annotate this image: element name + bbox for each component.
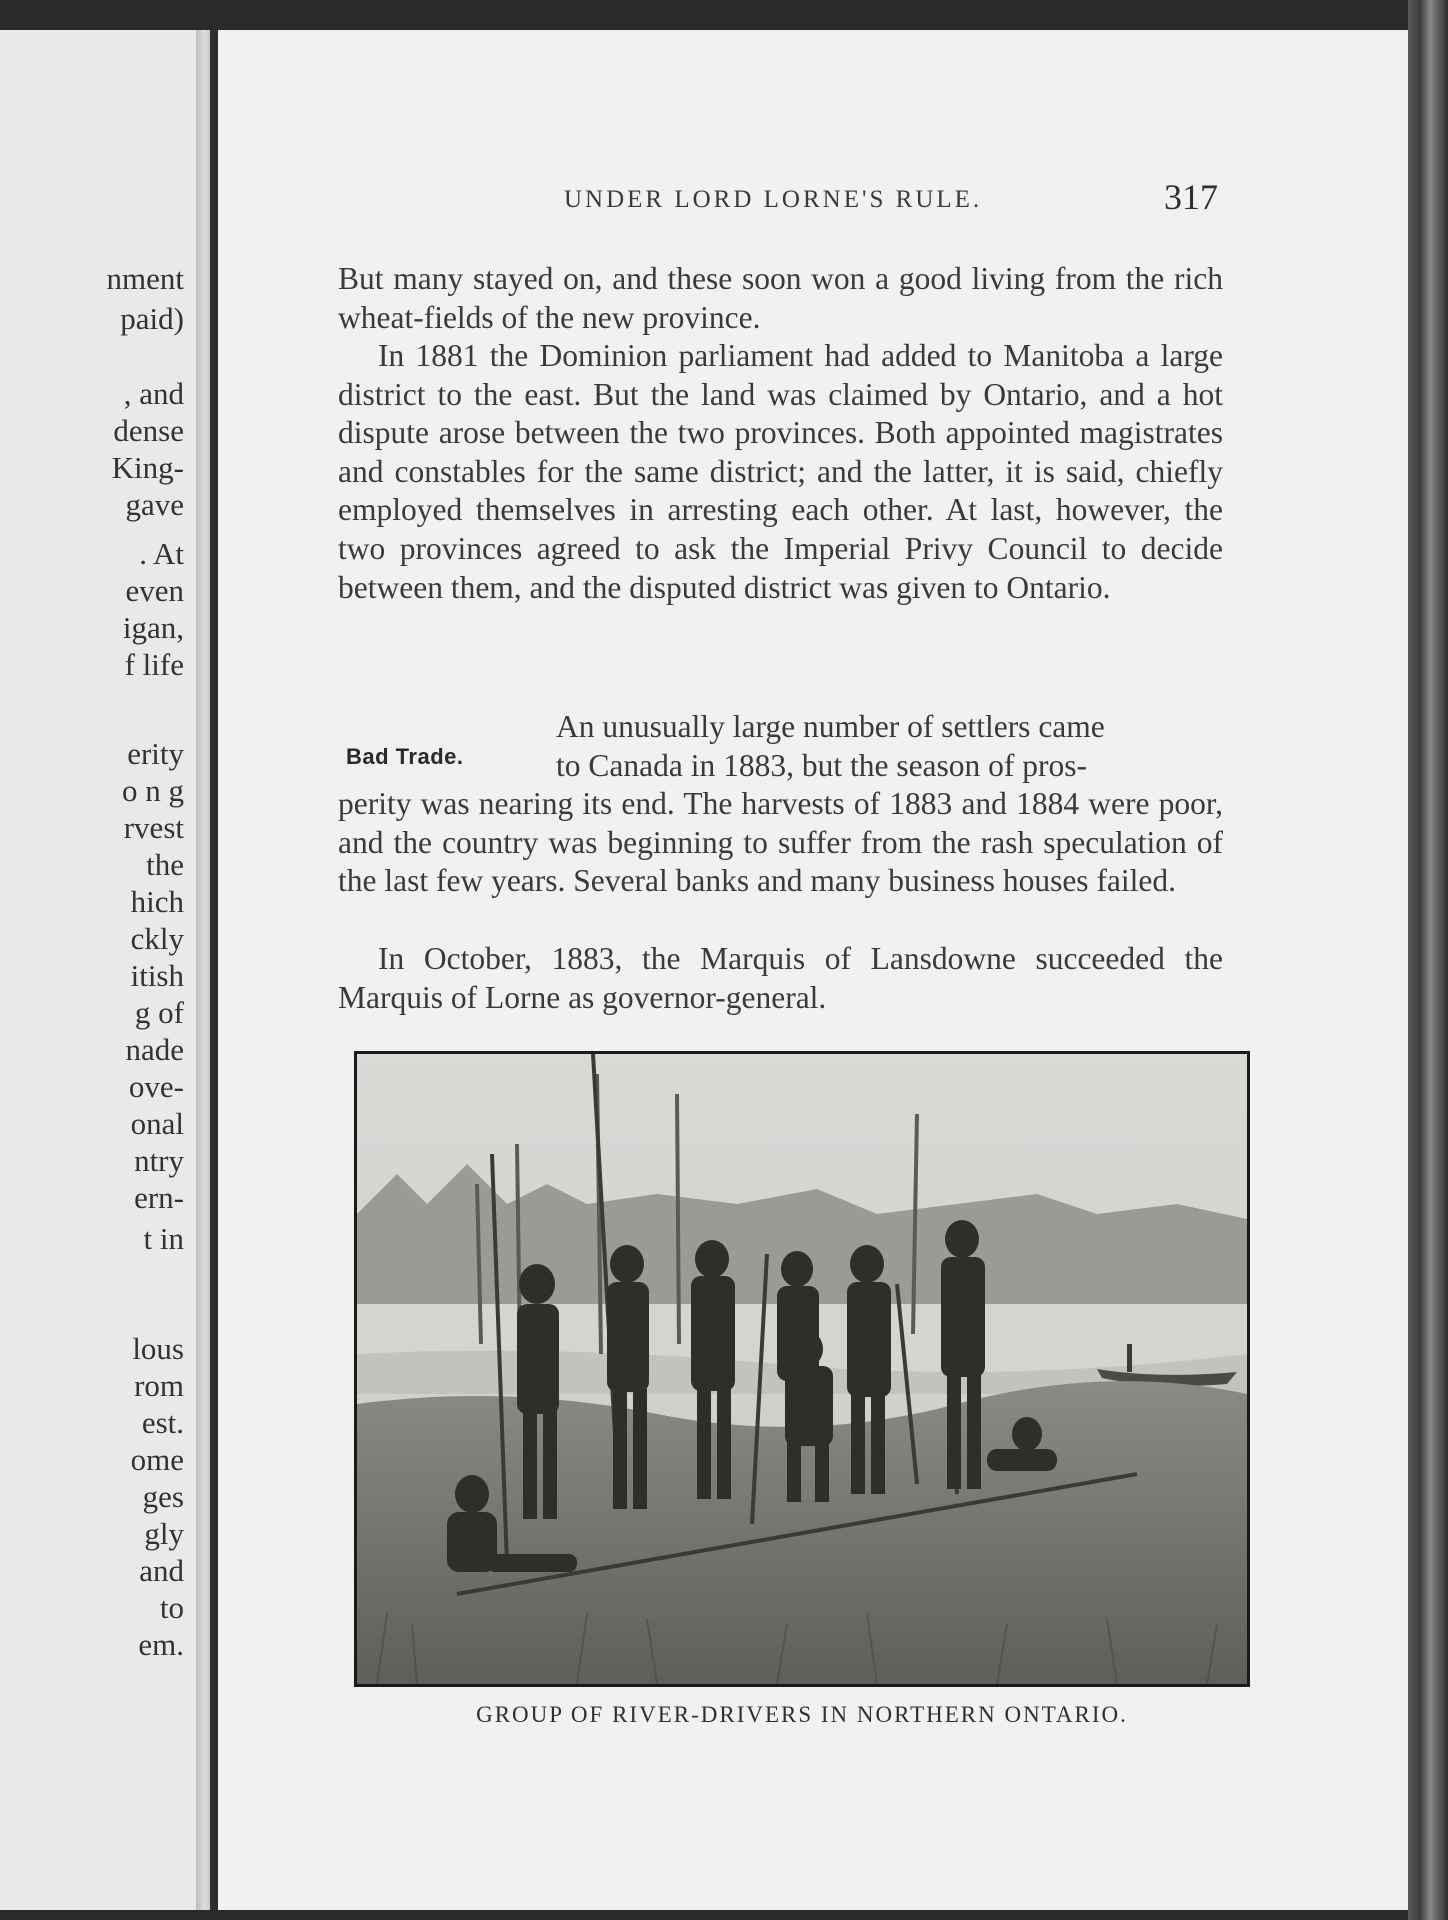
left-page-fragment: gave	[125, 487, 184, 522]
left-page-fragment: the	[146, 847, 184, 882]
left-page-fragment: erity	[127, 736, 184, 771]
left-page-fragment: ckly	[130, 921, 184, 956]
left-page-fragment: g of	[134, 995, 184, 1030]
left-page-fragment: dense	[113, 413, 184, 448]
left-page-fragment: paid)	[120, 301, 184, 336]
left-page-fragment: onal	[130, 1106, 184, 1141]
paragraph-2: In 1881 the Dominion parliament had added to Manitoba a large district to the east. But the land was claimed by Ontario, and a hot dispute arose between the two provinces. Both appointed magistrates and constables for the same district; and the latter, it is said, chiefly employed themselves in arresting each other. At last, however, the two provinces agreed to ask the Imperial Privy Council to decide between them, and the disputed district was given to Ontario.	[338, 338, 1223, 605]
left-page-fragment: rom	[134, 1368, 184, 1403]
paragraph-4: In October, 1883, the Marquis of Lansdowne succeeded the Marquis of Lorne as governor-general.	[338, 941, 1223, 1015]
left-page-fragment: ern-	[134, 1180, 184, 1215]
left-page-fragment: and	[139, 1553, 184, 1588]
left-page	[0, 30, 198, 1910]
paragraph-1: But many stayed on, and these soon won a good living from the rich wheat-fields of the new province.	[338, 261, 1223, 335]
left-page-fragment: ove-	[128, 1069, 184, 1104]
left-page-fragment: ntry	[134, 1143, 184, 1178]
left-page-fragment: igan,	[122, 610, 184, 645]
left-page-fragment: em.	[138, 1627, 184, 1662]
left-page-fragment: rvest	[123, 810, 184, 845]
left-page-fragment: est.	[141, 1405, 184, 1440]
left-page-fragment: lous	[132, 1331, 184, 1366]
page-header	[338, 177, 1218, 230]
left-page-fragment: itish	[130, 958, 184, 993]
left-page-fragment: t in	[143, 1221, 184, 1256]
left-page-fragment: to	[159, 1590, 184, 1625]
left-page-fragment: King-	[111, 450, 184, 485]
gutter-shadow	[210, 30, 218, 1910]
left-page-fragment: . At	[139, 536, 184, 571]
left-page-fragment: ome	[130, 1442, 184, 1477]
photograph	[354, 1051, 1250, 1687]
paragraph-3	[338, 708, 1223, 901]
left-page-fragment: nment	[106, 261, 184, 296]
left-page-fragment: nade	[125, 1032, 184, 1067]
margin-note: Bad Trade.	[346, 744, 464, 769]
figure-caption: GROUP OF RIVER-DRIVERS IN NORTHERN ONTARIO.	[476, 1702, 1128, 1727]
left-page-fragment: , and	[123, 376, 184, 411]
left-page-fragment: hich	[130, 884, 184, 919]
paragraph-3-line-1: An unusually large number of settlers came	[556, 709, 1105, 744]
paragraph-3-rest: perity was nearing its end. The harvests of 1883 and 1884 were poor, and the country was beginning to suffer from the rash speculation of the last few years. Several banks and many business houses failed.	[338, 786, 1223, 899]
left-page-fragment: o n g	[122, 773, 184, 808]
left-page-fragment: gly	[144, 1516, 184, 1551]
left-page-fragment: even	[125, 573, 184, 608]
page-number: 317	[1164, 177, 1218, 217]
left-page-fragment: f life	[124, 647, 184, 682]
running-head: UNDER LORD LORNE'S RULE.	[564, 186, 983, 213]
page-edge	[1408, 0, 1448, 1920]
left-page-fragment: ges	[142, 1479, 184, 1514]
photograph-image	[357, 1054, 1247, 1684]
paragraph-3-line-2: to Canada in 1883, but the season of pros-	[556, 747, 1088, 783]
